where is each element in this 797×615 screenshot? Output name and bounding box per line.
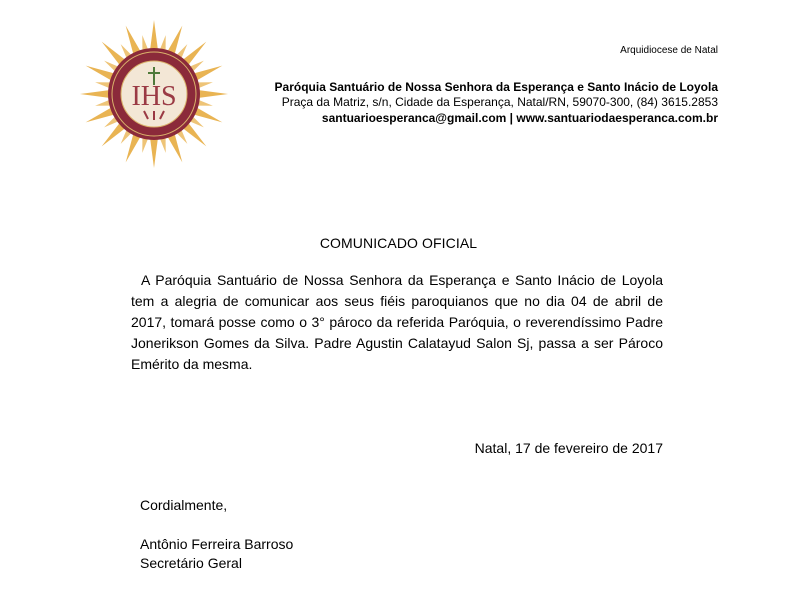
ihs-sunburst-seal-icon [78, 19, 230, 169]
sun-ray [80, 90, 110, 98]
sun-ray [86, 107, 115, 122]
sun-ray [167, 26, 182, 55]
parish-contacts: santuarioesperanca@gmail.com | www.santuariodaesperanca.com.br [321, 111, 718, 125]
closing-salutation: Cordialmente, [140, 497, 228, 513]
sun-ray [193, 107, 222, 122]
announcement-body: A Paróquia Santuário de Nossa Senhora da Esperança e Santo Inácio de Loyola tem a alegria de comunicar aos seus fiéis paroquianos que no dia 04 de abril de 2017, tomará posse como o 3° pároco da referida Paróquia, o reverendíssimo Padre Jonerikson Gomes da Silva. Padre Agustin Calatayud Salon Sj, passa a ser Pároco Emérito da mesma. [131, 272, 663, 372]
sun-ray [150, 20, 158, 50]
sun-ray [126, 133, 141, 162]
date-line: Natal, 17 de fevereiro de 2017 [474, 440, 663, 456]
seal-monogram: IHS [131, 81, 177, 112]
signer-role: Secretário Geral [140, 555, 242, 571]
archdiocese-label: Arquidiocese de Natal [620, 45, 718, 56]
parish-address: Praça da Matriz, s/n, Cidade da Esperança, Natal/RN, 59070-300, (84) 3615.2853 [281, 95, 718, 109]
sun-ray [86, 66, 115, 81]
sun-ray [193, 66, 222, 81]
signer-name: Antônio Ferreira Barroso [140, 536, 294, 552]
sun-ray [150, 138, 158, 168]
sun-ray [167, 133, 182, 162]
parish-name: Paróquia Santuário de Nossa Senhora da Esperança e Santo Inácio de Loyola [274, 80, 718, 94]
document-title: COMUNICADO OFICIAL [319, 235, 478, 251]
sun-ray [126, 26, 141, 55]
sun-ray [198, 90, 228, 98]
